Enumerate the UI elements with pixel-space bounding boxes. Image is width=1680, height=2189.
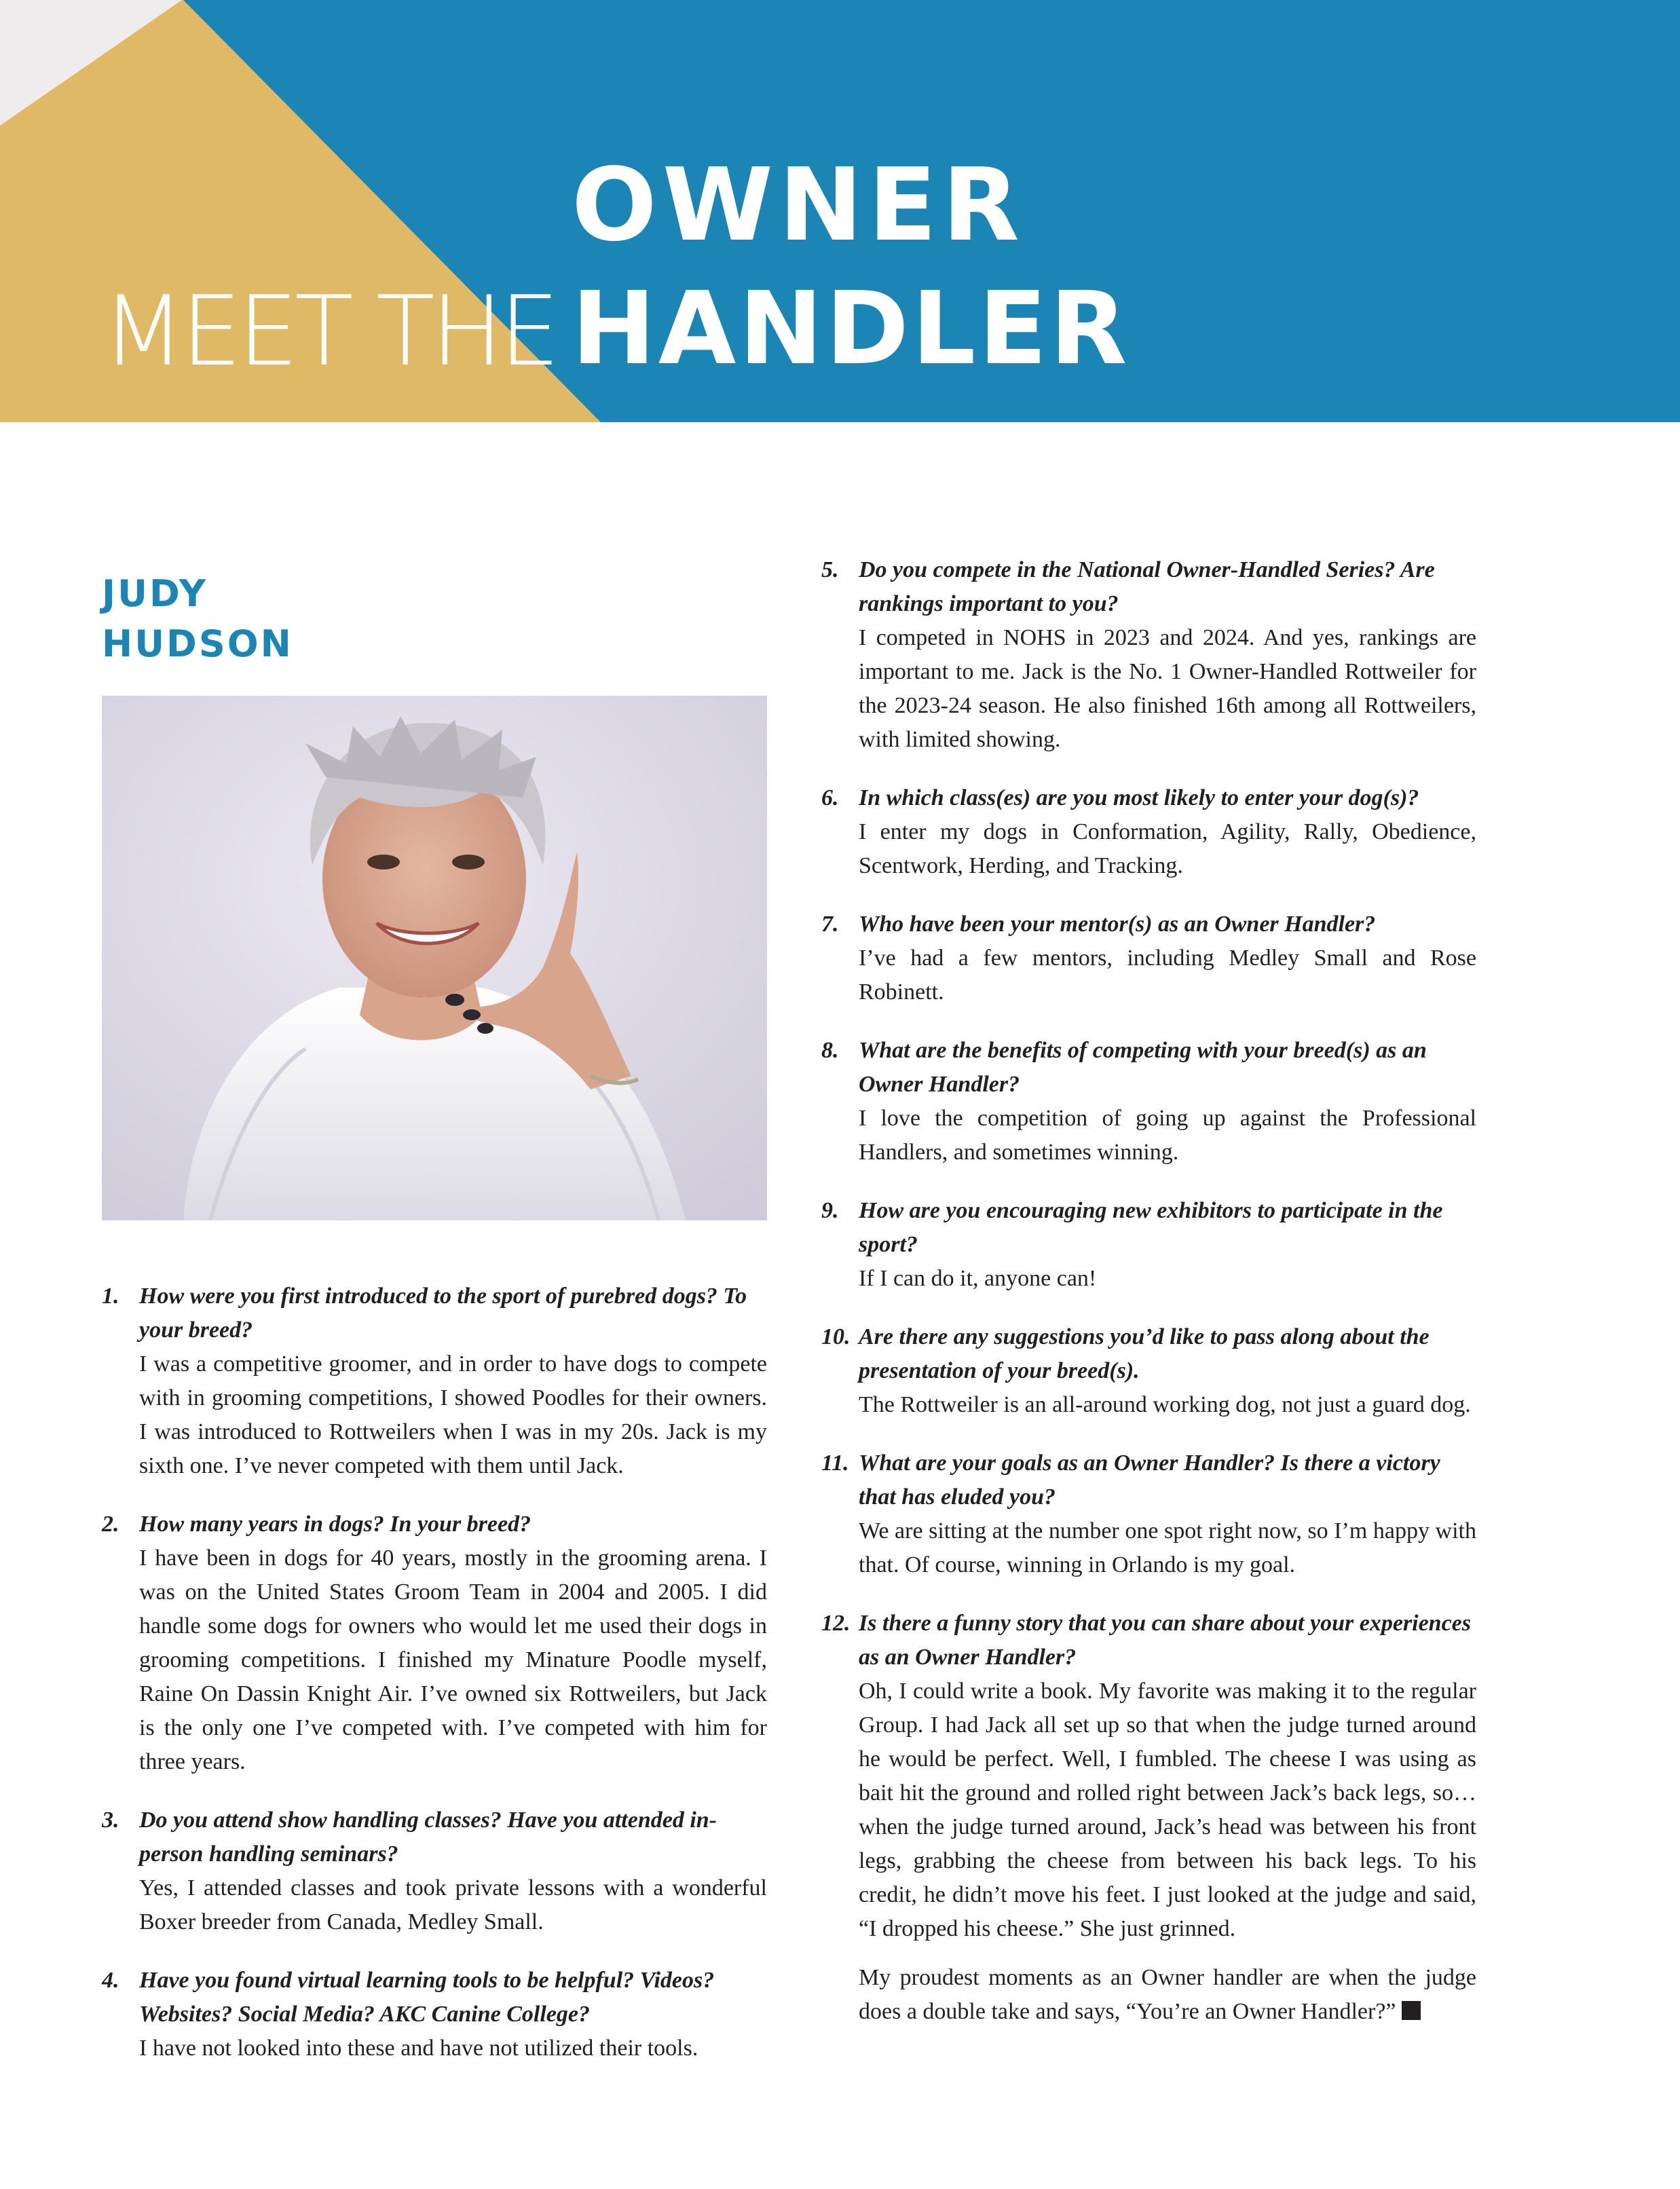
portrait-photo [102, 696, 767, 1220]
qa-right-column [821, 553, 1476, 2029]
answer-text: I’ve had a few mentors, including Medley Small and Rose Robinett. [859, 946, 1476, 1005]
question-number: 1. [102, 1284, 119, 1309]
question-text: What are the benefits of competing with your breed(s) as an Owner Handler? [859, 1038, 1427, 1097]
answer-text: I have not looked into these and have not utilized their tools. [139, 2036, 698, 2061]
title-handler: HANDLER [572, 270, 1130, 387]
question-number: 4. [102, 1968, 119, 1993]
answer-text: I enter my dogs in Conformation, Agility, Rally, Obedience, Scentwork, Herding, and Tracking. [859, 819, 1476, 878]
qa-item-10 [821, 1320, 1476, 1422]
qa-item-2 [102, 1508, 767, 1779]
answer-text: I competed in NOHS in 2023 and 2024. And yes, rankings are important to me. Jack is the No. 1 Owner-Handled Rottweiler for the 2023-24 season. He also finished 16th among all Rottweilers, with limited showing. [859, 625, 1476, 752]
question-number: 5. [821, 557, 839, 582]
header-banner [0, 0, 1680, 422]
qa-left-column [102, 1279, 767, 2090]
qa-item-7 [821, 908, 1476, 1009]
question-text: What are your goals as an Owner Handler? Is there a victory that has eluded you? [859, 1451, 1440, 1510]
question-text: In which class(es) are you most likely to enter your dog(s)? [859, 785, 1419, 810]
qa-item-11 [821, 1446, 1476, 1582]
question-number: 3. [102, 1808, 119, 1833]
handler-name [102, 569, 293, 669]
closing-paragraph [821, 1961, 1476, 2029]
question-number: 8. [821, 1038, 839, 1063]
qa-item-8 [821, 1034, 1476, 1170]
question-number: 2. [102, 1512, 119, 1537]
qa-item-6 [821, 781, 1476, 883]
question-number: 6. [821, 785, 839, 810]
answer-text: Yes, I attended classes and took private lessons with a wonderful Boxer breeder from Canada, Medley Small. [139, 1875, 767, 1934]
question-number: 10. [821, 1324, 851, 1349]
qa-item-3 [102, 1803, 767, 1939]
qa-item-12 [821, 1607, 1476, 1946]
answer-text: The Rottweiler is an all-around working dog, not just a guard dog. [859, 1392, 1471, 1417]
question-number: 11. [821, 1451, 849, 1476]
question-number: 9. [821, 1198, 839, 1223]
question-text: How are you encouraging new exhibitors to participate in the sport? [859, 1198, 1443, 1257]
question-text: How were you first introduced to the sport of purebred dogs? To your breed? [139, 1284, 747, 1343]
qa-item-4 [102, 1964, 767, 2065]
question-number: 12. [821, 1611, 851, 1636]
end-mark-icon [1402, 2001, 1421, 2020]
first-name: JUDY [102, 572, 208, 615]
question-number: 7. [821, 912, 839, 937]
qa-item-9 [821, 1194, 1476, 1296]
question-text: Who have been your mentor(s) as an Owner Handler? [859, 912, 1376, 937]
qa-item-1 [102, 1279, 767, 1483]
title-meet-the: MEET THE [102, 276, 557, 388]
question-text: Have you found virtual learning tools to be helpful? Videos? Websites? Social Media? AKC Canine College? [139, 1968, 715, 2027]
question-text: How many years in dogs? In your breed? [139, 1512, 531, 1537]
closing-text: My proudest moments as an Owner handler are when the judge does a double take and says, “You’re an Owner Handler?” [859, 1965, 1476, 2024]
last-name: HUDSON [102, 622, 293, 665]
question-text: Is there a funny story that you can share about your experiences as an Owner Handler? [859, 1611, 1471, 1670]
answer-text: I have been in dogs for 40 years, mostly in the grooming arena. I was on the United States Groom Team in 2004 and 2005. I did handle some dogs for owners who would let me used their dogs in grooming competitions. I finished my Minature Poodle myself, Raine On Dassin Knight Air. I’ve owned six Rottweilers, but Jack is the only one I’ve competed with. I’ve competed with him for three years. [139, 1546, 767, 1774]
qa-item-5 [821, 553, 1476, 757]
answer-text: Oh, I could write a book. My favorite was making it to the regular Group. I had Jack all set up so that when the judge turned around he would be perfect. Well, I fumbled. The cheese I was using as bait hit the ground and rolled right between Jack’s back legs, so… when the judge turned around, Jack’s head was between his front legs, grabbing the cheese from between his back legs. To his credit, he didn’t move his feet. I just looked at the judge and said, “I dropped his cheese.” She just grinned. [859, 1679, 1476, 1941]
answer-text: If I can do it, anyone can! [859, 1266, 1097, 1291]
question-text: Are there any suggestions you’d like to pass along about the presentation of your breed(s). [859, 1324, 1430, 1383]
answer-text: We are sitting at the number one spot right now, so I’m happy with that. Of course, winning in Orlando is my goal. [859, 1518, 1476, 1577]
question-text: Do you attend show handling classes? Have you attended in-person handling seminars? [139, 1808, 717, 1867]
question-text: Do you compete in the National Owner-Handled Series? Are rankings important to you? [859, 557, 1435, 616]
answer-text: I love the competition of going up against the Professional Handlers, and sometimes winning. [859, 1106, 1476, 1165]
answer-text: I was a competitive groomer, and in order to have dogs to compete with in grooming competitions, I showed Poodles for their owners. I was introduced to Rottweilers when I was in my 20s. Jack is my sixth one. I’ve never competed with them until Jack. [139, 1351, 767, 1478]
title-owner: OWNER [572, 147, 1025, 263]
